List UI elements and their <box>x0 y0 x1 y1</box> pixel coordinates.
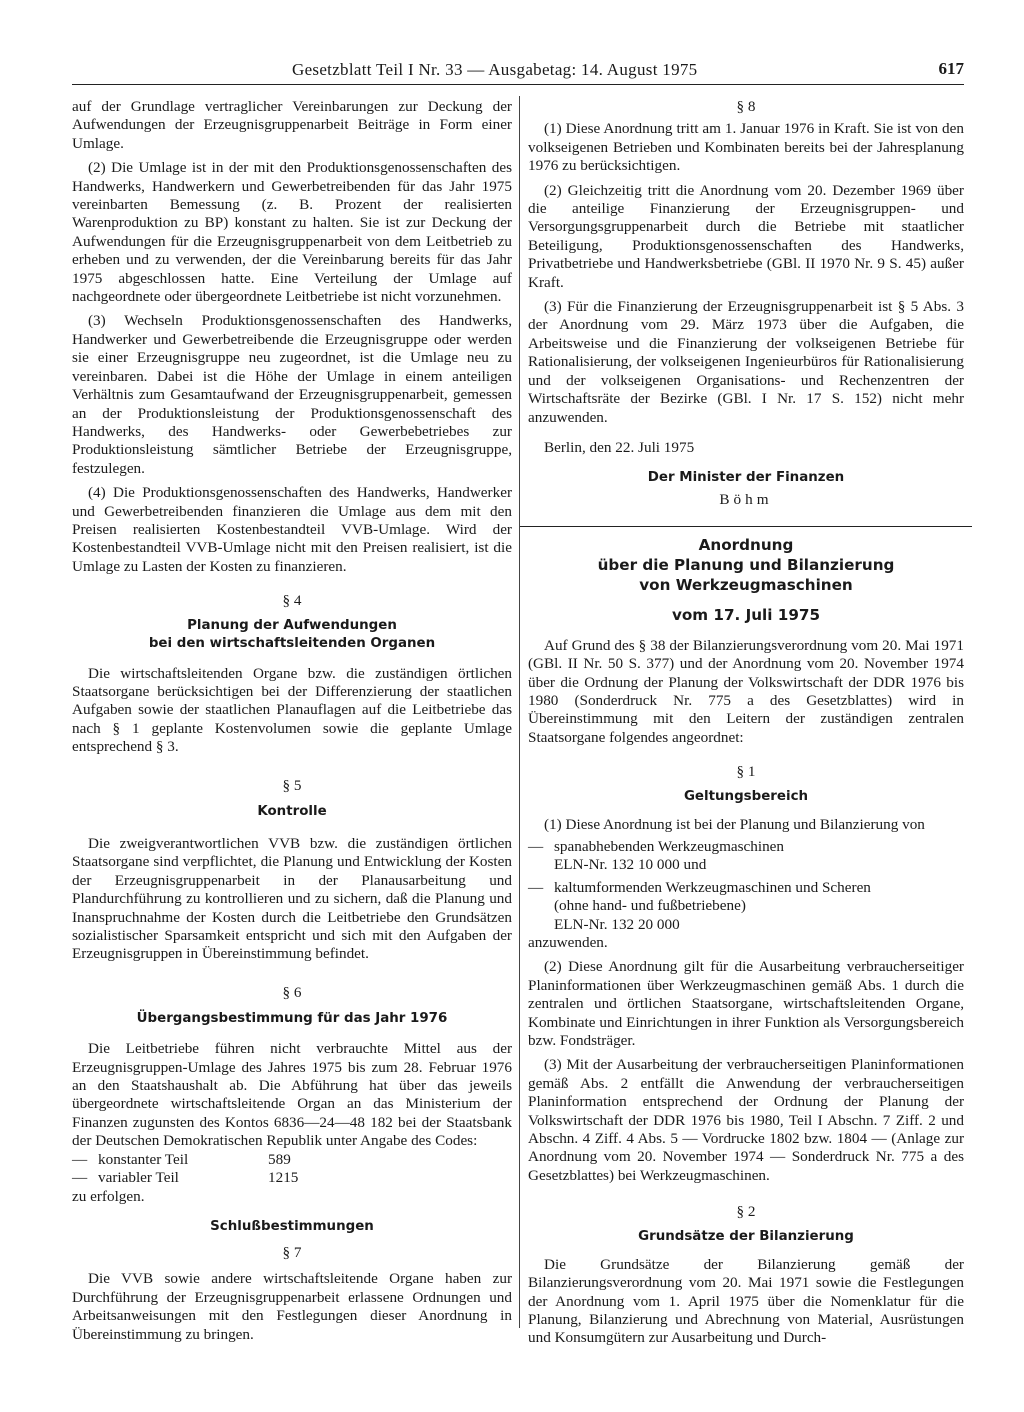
section-6-text: Die Leitbetriebe führen nicht verbrauchte Mittel aus der Erzeugnisgruppen-Umlage des Jahres 1975 bis zum 28. Februar 1976 an den Staatshaushalt ab. Die Abführung hat über das jeweils übergeordnete wirtschaftsleitende Organ an das Ministerium der Finanzen zugunsten des Kontos 6836—24—48 182 bei der Staatsbank der Deutschen Demokratischen Republik unter Angabe des Codes: <box>72 1040 512 1150</box>
section-7-number: § 7 <box>282 1243 302 1261</box>
section-4-heading-line1: Planung der Aufwendungen <box>187 617 397 633</box>
ordinance-title-line2: über die Planung und Bilanzierung <box>597 555 895 574</box>
ordinance-title-line3: von Werkzeugmaschinen <box>639 575 853 594</box>
list-item-line1: kaltumformenden Werkzeugmaschinen und Scheren <box>554 878 871 896</box>
section-5-number: § 5 <box>282 776 302 794</box>
ordinance-title-line1: Anordnung <box>698 535 794 554</box>
paragraph-3-3: (3) Wechseln Produktionsgenossenschaften des Handwerks, Handwerker und Gewerbetreibende die Erzeugnisgruppe oder werden sie einer Erzeugnisgruppe neu zugeordnet, ist die Umlage neu zu vereinbaren. Dabei ist die Höhe der Umlage in einem anteiligen Verhältnis zum Gesamtaufwand der Erzeugnisgruppenarbeit, gemessen an der Produktionsleistung der Produktionsgenossenschaft des Handwerks, des Handwerks- oder Gewerbebetriebes zur Produktionsleistung sämtlicher Betriebe der Erzeugnisgruppe, festzulegen. <box>72 312 512 477</box>
page-number: 617 <box>938 59 964 78</box>
ordinance-date: vom 17. Juli 1975 <box>671 605 821 624</box>
code-label: konstanter Teil <box>98 1150 189 1168</box>
code-value: 589 <box>268 1150 291 1168</box>
column-divider <box>519 96 520 1328</box>
paragraph-continuation: auf der Grundlage vertraglicher Vereinbarungen zur Deckung der Aufwendungen der Erzeugnisgruppenarbeit Beiträge in Form einer Umlage. <box>72 98 512 152</box>
list-dash: — <box>528 878 544 896</box>
code-row-variabel <box>72 1169 512 1187</box>
paragraph-3-4: (4) Die Produktionsgenossenschaften des Handwerks, Handwerker und Gewerbetreibenden finanzieren die Umlage aus dem mit den Preisen realisierten Kostenbestandteil VVB-Umlage. Wird der Kostenbestandteil VVB-Umlage nicht mit den Preisen realisiert, ist die Umlage zu Lasten der Kosten zu finanzieren. <box>72 484 512 575</box>
section-1-heading: Geltungsbereich <box>683 788 809 804</box>
paragraph-3-2: (2) Die Umlage ist in der mit den Produktionsgenossenschaften des Handwerks, Handwerkern und Gewerbetreibenden für das Jahr 1975 vereinbarten Bemessung (z. B. Prozent der realisierten Warenproduktion zu BP) konstant zu halten. Sie ist zur Deckung der Aufwendungen für die Erzeugnisgruppenarbeit von dem Leitbetrieb zu erheben und zu verwenden, der die Vereinbarung bereits für das Jahr 1975 abgeschlossen hatte. Eine Verteilung der Umlage auf nachgeordnete oder übergeordnete Leitbetriebe ist nicht vorzunehmen. <box>72 159 512 306</box>
place-date: Berlin, den 22. Juli 1975 <box>544 438 695 456</box>
section-1-p1-end: anzuwenden. <box>528 934 608 951</box>
section-2-number: § 2 <box>736 1203 756 1221</box>
section-1-p1: (1) Diese Anordnung ist bei der Planung und Bilanzierung von <box>544 815 925 833</box>
section-2-text: Die Grundsätze der Bilanzierung gemäß der Bilanzierungsverordnung vom 20. Mai 1971 sowie die Festlegungen der Anordnung vom 1. April 1975 über die Nomenklatur für die Planung, Bilanzierung und Abrechnung von Material, Ausrüstungen und Konsumgütern zur Ausarbeitung und Durch- <box>528 1255 964 1347</box>
section-separator <box>520 526 972 527</box>
section-8-p1: (1) Diese Anordnung tritt am 1. Januar 1976 in Kraft. Sie ist von den volkseigenen Betrieben und Kombinaten bereits bei der Jahresplanung 1976 zu berücksichtigen. <box>528 120 964 175</box>
list-dash: — <box>528 837 544 855</box>
list-item-line2: (ohne hand- und fußbetriebene) <box>554 897 746 915</box>
list-item <box>528 838 964 875</box>
minister-title: Der Minister der Finanzen <box>647 470 845 486</box>
right-column <box>528 98 964 1348</box>
section-4-text: Die wirtschaftsleitenden Organe bzw. die zuständigen örtlichen Staatsorgane berücksichtigen bei der Differenzierung der staatlichen Aufgaben sowie der staatlichen Planauflagen auf die Leitbetriebe das nach § 1 geplante Kostenvolumen sowie die geplante Umlage entsprechend § 3. <box>72 664 512 756</box>
section-7-text: Die VVB sowie andere wirtschaftsleitende Organe haben zur Durchführung der Erzeugnisgruppenarbeit erlassene Ordnungen und Arbeitsanweisungen mit den Festlegungen dieser Anordnung in Übereinstimmung zu bringen. <box>72 1270 512 1343</box>
section-4-heading-line2: bei den wirtschaftsleitenden Organen <box>148 635 436 651</box>
signature-name: Böhm <box>719 491 773 509</box>
code-dash: — <box>72 1150 88 1168</box>
section-1-p2: (2) Diese Anordnung gilt für die Ausarbeitung verbraucherseitiger Planinformationen über Werkzeugmaschinen gemäß Abs. 1 durch die zentralen und örtlichen Staatsorgane, wirtschaftsleitenden Organe, Kombinate und Einrichtungen in ihrer Funktion als Versorgungsbereich bzw. Fondsträger. <box>528 958 964 1050</box>
list-item <box>528 879 964 934</box>
section-6-end: zu erfolgen. <box>72 1187 145 1205</box>
preamble: Auf Grund des § 38 der Bilanzierungsverordnung vom 20. Mai 1971 (GBl. II Nr. 50 S. 377) und der Anordnung vom 20. November 1974 über die Ordnung der Planung der Volkswirtschaft der DDR 1976 bis 1980 (Sonderdruck Nr. 775 a des Gesetzblattes) wird in Übereinstimmung mit den Leitern der zuständigen zentralen Staatsorgane folgendes angeordnet: <box>528 636 964 746</box>
section-8-number: § 8 <box>736 98 756 115</box>
code-dash: — <box>72 1169 88 1187</box>
code-value: 1215 <box>268 1169 299 1187</box>
code-row-konstant <box>72 1151 512 1169</box>
section-4-number: § 4 <box>282 592 302 610</box>
section-6-heading: Übergangsbestimmung für das Jahr 1976 <box>136 1011 448 1027</box>
list-item-line1: spanabhebenden Werkzeugmaschinen <box>554 837 785 855</box>
section-5-heading: Kontrolle <box>257 804 327 819</box>
section-1-p3: (3) Mit der Ausarbeitung der verbraucherseitigen Planinformationen gemäß Abs. 2 entfällt die Anwendung der verbraucherseitigen Planinformation entsprechend der Ordnung der Planung der Volkswirtschaft der DDR 1976 bis 1980, Teil I Abschn. 7 Ziff. 2 und Abschn. 4 Ziff. 4 Abs. 5 — Vordrucke 1802 bzw. 1804 — (Anlage zur Anordnung vom 20. November 1974 — Sonderdruck Nr. 775 a des Gesetzblattes) bei Werkzeugmaschinen. <box>528 1056 964 1184</box>
section-8-p3: (3) Für die Finanzierung der Erzeugnisgruppenarbeit ist § 5 Abs. 3 der Anordnung vom 29. März 1973 über die Aufgaben, die Arbeitsweise und die Finanzierung der volkseigenen Betriebe für Rationalisierung, der volkseigenen Ingenieurbüros für Rationalisierung und der volkseigenen Organisations- und Rechenzentren der Wirtschaftsräte der Bezirke (GBl. I Nr. 17 S. 152) nicht mehr anzuwenden. <box>528 298 964 426</box>
list-item-line2: ELN-Nr. 132 10 000 und <box>554 856 707 874</box>
page-header <box>72 58 964 85</box>
section-1-number: § 1 <box>736 763 756 781</box>
section-8-p2: (2) Gleichzeitig tritt die Anordnung vom 20. Dezember 1969 über die anteilige Finanzierung der Erzeugnisgruppen- und Versorgungsgruppenarbeit durch die Betriebe mit staatlicher Beteiligung, Produktionsgenossenschaften des Handwerks, Privatbetriebe und Handwerksbetriebe (GBl. II 1970 Nr. 9 S. 45) außer Kraft. <box>528 181 964 291</box>
list-item-line3: ELN-Nr. 132 20 000 <box>554 915 680 933</box>
gazette-title: Gesetzblatt Teil I Nr. 33 — Ausgabetag: 14. August 1975 <box>292 60 698 79</box>
final-provisions-heading: Schlußbestimmungen <box>210 1218 374 1234</box>
left-column <box>72 98 512 1344</box>
section-6-number: § 6 <box>282 983 302 1001</box>
section-2-heading: Grundsätze der Bilanzierung <box>638 1228 854 1244</box>
code-label: variabler Teil <box>98 1169 179 1187</box>
section-5-text: Die zweigverantwortlichen VVB bzw. die zuständigen örtlichen Staatsorgane sind verpflichtet, die Planung und Entwicklung der Kosten der Erzeugnisgruppenarbeit in der Planausarbeitung und Plandurchführung zu kontrollieren und zu sichern, daß die Planung und Inanspruchnahme der Kosten durch die Leitbetriebe den Grundsätzen sozialistischer Sparsamkeit entspricht und sich mit den Aufgaben der Erzeugnisgruppen in Übereinstimmung befindet. <box>72 835 512 963</box>
